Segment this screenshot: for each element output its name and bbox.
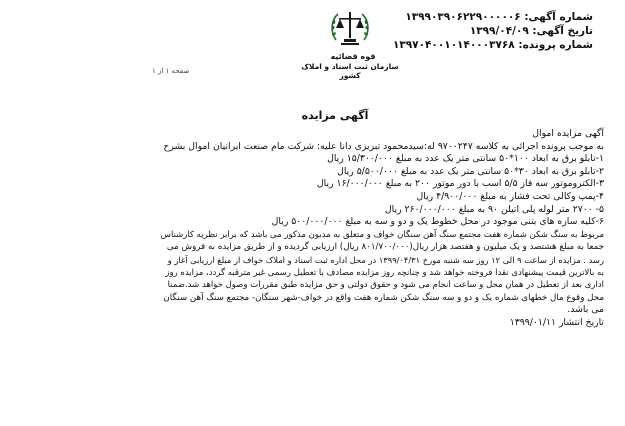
asset-item: ۵- ۲۷۰۰ متر لوله پلی اتیلن ۹۰ به مبلغ ۲۶۰/۰۰۰/۰۰۰ ریال bbox=[384, 203, 604, 215]
body-intro: به موجب پرونده اجرائی به کلاسه ۹۷۰۰۲۴۷ له:سیدمحمود تبریزی دانا علیه: شرکت مام صنعت ایرانیان اموال بشرح bbox=[163, 140, 604, 152]
notice-title: آگهی مزایده bbox=[301, 109, 369, 122]
org-name: قوه قضائیه bbox=[330, 52, 376, 61]
publish-date: تاریخ انتشار ۱۳۹۹/۰۱/۱۱ bbox=[509, 316, 604, 328]
judiciary-emblem-icon bbox=[326, 6, 374, 50]
body-heading: آگهی مزایده اموال bbox=[532, 128, 604, 139]
body-paragraph-line: می باشد. bbox=[567, 304, 604, 316]
asset-item: ۶-کلیه سازه های بتنی موجود در محل خطوط یک و دو و سه به مبلغ ۵۰۰/۰۰۰/۰۰۰ ریال bbox=[271, 216, 604, 228]
body-paragraph-line: به بالاترین قیمت پیشنهادی نقدا فروخته خواهد شد و چنانچه روز مزایده مصادف با تعطیل رسمی غیر مترقبه گردد، مزایده روز bbox=[165, 267, 604, 278]
case-number: شماره پرونده: ۱۳۹۷۰۴۰۰۱۰۱۴۰۰۰۳۷۶۸ bbox=[392, 39, 593, 51]
body-paragraph-line: محل وقوع مال خطهای شماره یک و دو و سه سنگ شکن شماره هفت واقع در خواف-شهر سنگان- مجتمع سنگ آهن سنگان bbox=[163, 292, 604, 303]
body-paragraph-line: اداری بعد از تعطیل در همان محل و ساعت انجام می شود و حقوق دولتی و حق مزایده طبق مقررات وصول خواهد شد.ضمنا bbox=[167, 280, 604, 291]
asset-item: ۳-الکتروموتور سه فاز ۵/۵ اسب با دور موتور ۲۰۰ به مبلغ ۱۶/۰۰۰/۰۰۰ ریال bbox=[316, 178, 604, 190]
asset-item: ۱-تابلو برق به ابعاد ۱۰۰*۵۰ سانتی متر یک عدد به مبلغ ۱۵/۳۰۰/۰۰۰ ریال bbox=[327, 153, 604, 165]
body-paragraph-line: مربوط به سنگ شکن شماره هفت مجتمع سنگ آهن سنگان خواف و متعلق به مدیون مذکور می باشد که برابر نظریه کارشناس bbox=[160, 229, 604, 240]
org-subtitle: سازمان ثبت اسناد و املاک کشور bbox=[301, 62, 399, 80]
body-paragraph-line: رسد . مزایده از ساعت ۹ الی ۱۲ روز سه شنبه مورخ ۱۳۹۹/۰۴/۳۱ در محل اداره ثبت اسناد و املاک خواف از مبلغ ارزیابی آغاز و bbox=[167, 254, 604, 265]
notice-meta bbox=[393, 10, 593, 52]
notice-number: شماره آگهی: ۱۳۹۹۰۳۹۰۶۲۲۹۰۰۰۰۰۶ bbox=[405, 11, 593, 23]
notice-date: تاریخ آگهی: ۱۳۹۹/۰۴/۰۹ bbox=[469, 25, 593, 37]
notice-body bbox=[160, 128, 604, 330]
page-number: صفحه ۱ از ۱ bbox=[152, 67, 190, 75]
asset-item: ۲-تابلو برق به ابعاد ۳۰*۵۰ سانتی متر یک عدد به مبلغ ۵/۵۰۰/۰۰۰ ریال bbox=[337, 165, 604, 177]
body-paragraph-line: جمعا به مبلغ هشتصد و یک میلیون و هفتصد هزار ریال(۸۰۱/۷۰۰/۰۰۰ ریال) ارزیابی گردیده و از طریق مزایده به فروش می bbox=[166, 242, 604, 253]
asset-item: ۴-پمپ وکالی تحت فشار به مبلغ ۴/۹۰۰/۰۰۰ ریال bbox=[416, 190, 604, 202]
